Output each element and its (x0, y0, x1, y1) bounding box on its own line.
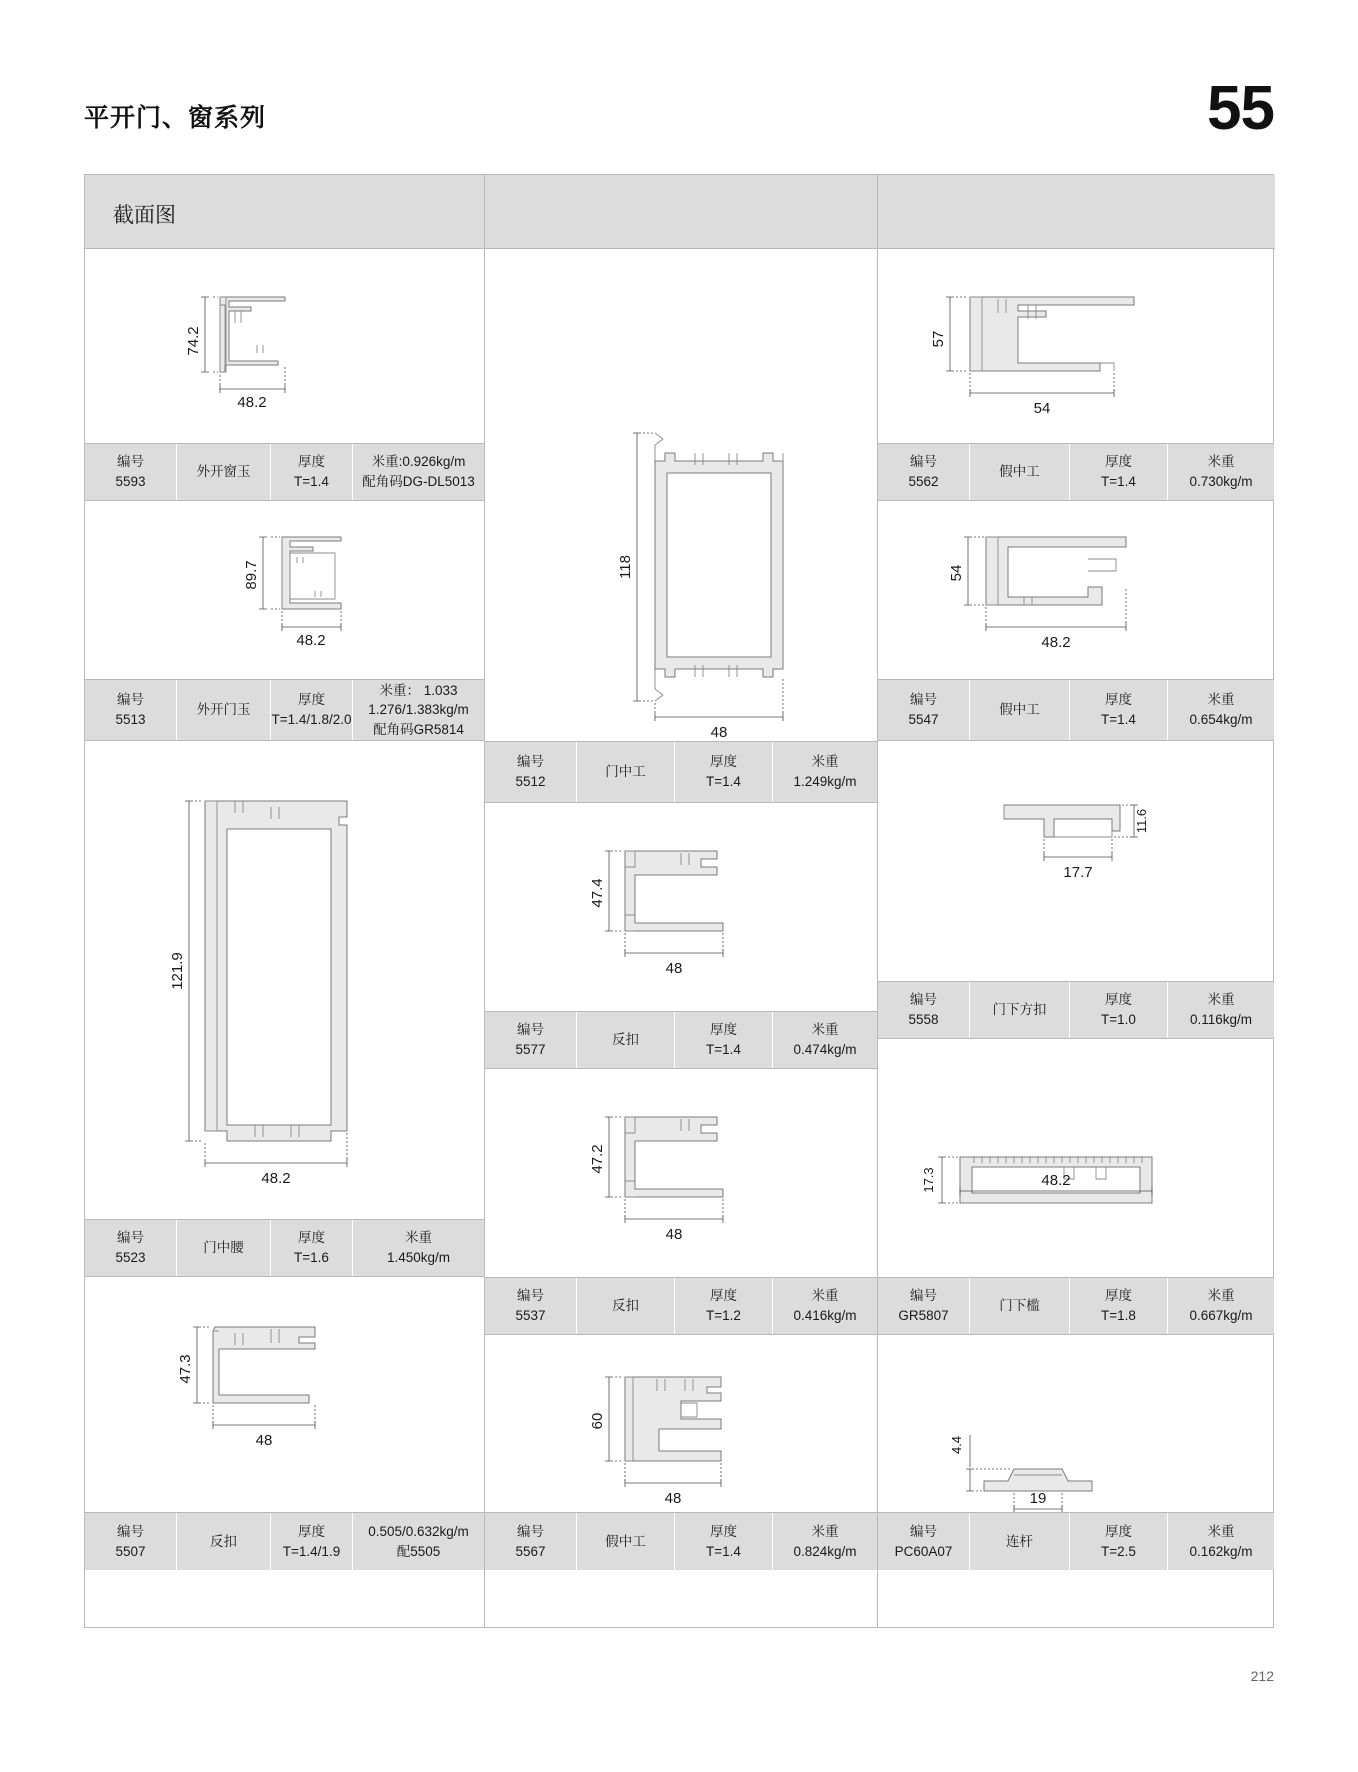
spec-weight-value: 1.249kg/m (793, 774, 857, 789)
cross-section-5577 (485, 803, 877, 1011)
spec-code-label: 编号 (117, 692, 144, 708)
section-band-1 (85, 175, 484, 249)
spec-code-value: GR5807 (898, 1308, 949, 1323)
spec-thickness-value: T=1.4/1.8/2.0 (271, 712, 352, 727)
spec-thickness-cell (271, 680, 353, 740)
spec-weight-value: 0.667kg/m (1189, 1308, 1253, 1323)
table-column-1 (85, 175, 485, 1627)
spec-code-value: 5537 (515, 1308, 546, 1323)
spec-code-cell (878, 444, 970, 500)
dim-width-5507: 48 (255, 1432, 273, 1449)
spec-weight-cell (1168, 1278, 1274, 1334)
profile-drawing-5537 (485, 1069, 877, 1277)
spec-name-value: 连杆 (1006, 1533, 1033, 1549)
cross-section-5593 (85, 249, 484, 443)
page-number: 212 (1250, 1668, 1274, 1684)
spec-thickness-cell (675, 1513, 773, 1570)
dim-width-PC60A07: 19 (1029, 1490, 1047, 1507)
spec-thickness-value: T=1.4 (1101, 474, 1136, 489)
spec-name-value: 门下槛 (999, 1298, 1040, 1314)
spec-weight-cell (1168, 1513, 1274, 1570)
dim-height-PC60A07: 4.4 (949, 1435, 964, 1455)
spec-thickness-cell (675, 1278, 773, 1334)
spec-weight-value: 0.730kg/m (1189, 474, 1253, 489)
spec-code-value: 5512 (515, 774, 546, 789)
spec-code-cell (485, 1012, 577, 1068)
table-column-2 (485, 175, 878, 1627)
spec-weight-label: 米重 (811, 1288, 839, 1304)
spec-thickness-cell (271, 1513, 353, 1570)
spec-name-value: 假中工 (605, 1533, 646, 1549)
spec-weight-cell (353, 680, 484, 740)
spec-thickness-label: 厚度 (298, 1523, 325, 1539)
dim-width-5523: 48.2 (261, 1170, 291, 1187)
dim-width-GR5807: 48.2 (1041, 1172, 1071, 1189)
spec-code-value: 5558 (908, 1012, 939, 1027)
dim-height-5562: 57 (930, 330, 947, 348)
spec-weight-line2: 1.276/1.383kg/m (368, 702, 469, 718)
cross-section-5523 (85, 741, 484, 1219)
spec-name-value: 假中工 (999, 702, 1040, 718)
spec-name-value: 反扣 (210, 1533, 237, 1549)
dim-width-5567: 48 (664, 1490, 682, 1507)
dim-width-5513: 48.2 (296, 632, 326, 649)
spec-weight-cell (353, 1513, 484, 1570)
spec-name-cell (177, 680, 271, 740)
cross-section-GR5807 (878, 1039, 1274, 1277)
spec-code-label: 编号 (910, 1288, 937, 1304)
profile-drawing-5523 (85, 741, 484, 1219)
dim-width-5512: 48 (710, 724, 728, 741)
spec-thickness-label: 厚度 (298, 692, 325, 708)
spec-name-value: 门中腰 (203, 1240, 244, 1256)
spec-name-value: 外开门玉 (196, 702, 251, 718)
section-band-2 (485, 175, 877, 249)
spec-thickness-label: 厚度 (710, 1288, 737, 1304)
spec-thickness-label: 厚度 (298, 454, 325, 470)
spec-row-5577 (485, 1011, 877, 1069)
table-column-3 (878, 175, 1275, 1627)
spec-code-cell (878, 982, 970, 1038)
spec-name-cell (577, 1513, 675, 1570)
spec-thickness-cell (1070, 444, 1168, 500)
spec-code-value: 5523 (115, 1250, 146, 1265)
spec-code-label: 编号 (517, 754, 544, 770)
spec-code-label: 编号 (117, 1523, 144, 1539)
dim-width-5558: 17.7 (1063, 864, 1093, 881)
series-number: 55 (1207, 74, 1274, 143)
spec-weight-cell (1168, 982, 1274, 1038)
spec-code-value: 5593 (115, 474, 146, 489)
cross-section-5562 (878, 249, 1274, 443)
spec-weight-label: 米重 (811, 1523, 839, 1539)
spec-code-label: 编号 (910, 1523, 937, 1539)
cross-section-5537 (485, 1069, 877, 1277)
spec-code-value: 5567 (515, 1543, 546, 1559)
spec-code-cell (85, 1513, 177, 1570)
spec-code-label: 编号 (517, 1022, 544, 1038)
spec-thickness-value: T=1.0 (1101, 1012, 1136, 1027)
spec-code-cell (85, 680, 177, 740)
spec-code-value: 5562 (908, 474, 939, 489)
spec-code-cell (485, 742, 577, 802)
section-band-3 (878, 175, 1275, 249)
spec-thickness-label: 厚度 (1105, 1288, 1132, 1304)
spec-thickness-cell (271, 444, 353, 500)
spec-name-cell (177, 1220, 271, 1276)
dim-height-5558: 11.6 (1134, 808, 1149, 834)
spec-row-PC60A07 (878, 1512, 1274, 1570)
spec-thickness-label: 厚度 (1105, 692, 1132, 708)
profile-drawing-5513 (85, 501, 484, 679)
dim-height-5567: 60 (589, 1412, 606, 1430)
spec-thickness-value: T=1.2 (706, 1308, 741, 1323)
spec-code-cell (85, 1220, 177, 1276)
spec-weight-label: 米重 (405, 1230, 432, 1246)
spec-weight-value: 0.116kg/m (1189, 1012, 1253, 1027)
spec-row-5523 (85, 1219, 484, 1277)
spec-name-cell (577, 1012, 675, 1068)
spec-row-5593 (85, 443, 484, 501)
spec-weight-cell (773, 1513, 877, 1570)
spec-code-label: 编号 (517, 1288, 544, 1304)
spec-weight-cell (773, 1278, 877, 1334)
spec-weight-value: 0.162kg/m (1189, 1543, 1253, 1559)
spec-code-value: 5577 (515, 1042, 546, 1057)
cross-section-5507 (85, 1277, 484, 1512)
dim-height-5577: 47.4 (589, 878, 606, 908)
spec-name-value: 门下方扣 (992, 1002, 1047, 1018)
spec-thickness-label: 厚度 (710, 754, 737, 770)
profile-drawing-5507 (85, 1277, 484, 1512)
spec-name-cell (970, 444, 1070, 500)
spec-row-5513 (85, 679, 484, 741)
spec-weight-label: 米重 (1207, 1523, 1235, 1539)
spec-weight-cell (353, 444, 484, 500)
spec-name-value: 外开窗玉 (196, 464, 251, 480)
spec-name-cell (177, 1513, 271, 1570)
spec-thickness-value: T=1.4 (294, 474, 329, 489)
profile-drawing-5558 (878, 741, 1274, 981)
cross-section-5512 (485, 249, 877, 741)
profile-drawing-5562 (878, 249, 1274, 443)
cross-section-5547 (878, 501, 1274, 679)
spec-weight-label: 米重 (1207, 1288, 1235, 1304)
spec-thickness-value: T=1.4 (1101, 712, 1136, 727)
profile-drawing-GR5807 (878, 1039, 1274, 1277)
spec-weight-value: 0.474kg/m (793, 1042, 857, 1057)
dim-width-5537: 48 (665, 1226, 683, 1243)
spec-weight-label: 米重 (1207, 992, 1235, 1008)
spec-code-value: 5513 (115, 712, 146, 727)
spec-thickness-value: T=1.8 (1101, 1308, 1136, 1323)
spec-thickness-label: 厚度 (710, 1523, 737, 1539)
spec-weight-label: 米重 (1207, 454, 1235, 470)
band-label: 截面图 (113, 204, 176, 227)
spec-code-value: 5547 (908, 712, 939, 727)
spec-weight-value: 0.654kg/m (1189, 712, 1253, 727)
page-header (84, 74, 1274, 146)
spec-name-value: 假中工 (999, 464, 1040, 480)
spec-thickness-cell (1070, 1278, 1168, 1334)
spec-thickness-value: T=1.4 (706, 774, 741, 789)
spec-row-GR5807 (878, 1277, 1274, 1335)
dim-height-5537: 47.2 (589, 1144, 606, 1174)
spec-weight-cell (353, 1220, 484, 1276)
dim-height-5513: 89.7 (243, 560, 260, 590)
dim-width-5577: 48 (665, 960, 683, 977)
spec-row-5562 (878, 443, 1274, 501)
spec-weight-line1: 米重:0.926kg/m (371, 454, 466, 470)
spec-name-value: 反扣 (612, 1298, 639, 1314)
spec-code-value: 5507 (115, 1543, 146, 1559)
spec-weight-line2: 配角码DG-DL5013 (362, 474, 475, 489)
spec-weight-value: 0.416kg/m (793, 1308, 857, 1323)
spec-name-cell (970, 1278, 1070, 1334)
dim-height-5523: 121.9 (169, 952, 186, 990)
spec-name-value: 反扣 (612, 1032, 639, 1048)
spec-code-label: 编号 (910, 992, 937, 1008)
profile-table (84, 174, 1274, 1628)
spec-thickness-cell (1070, 1513, 1168, 1570)
spec-code-label: 编号 (910, 692, 937, 708)
spec-name-cell (970, 680, 1070, 740)
spec-thickness-value: T=1.4 (706, 1042, 741, 1057)
spec-weight-line1: 米重： 1.033 (379, 682, 458, 698)
dim-width-5547: 48.2 (1041, 634, 1071, 651)
spec-thickness-label: 厚度 (710, 1022, 737, 1038)
spec-weight-value: 0.824kg/m (793, 1543, 857, 1559)
spec-row-5567 (485, 1512, 877, 1570)
spec-thickness-label: 厚度 (1105, 1523, 1132, 1539)
spec-code-label: 编号 (910, 454, 937, 470)
spec-row-5512 (485, 741, 877, 803)
page-title: 平开门、窗系列 (84, 104, 267, 132)
spec-thickness-value: T=2.5 (1101, 1543, 1136, 1559)
spec-weight-value: 1.450kg/m (386, 1250, 451, 1265)
spec-weight-label: 米重 (1207, 692, 1235, 708)
dim-height-5512: 118 (617, 555, 634, 579)
spec-row-5537 (485, 1277, 877, 1335)
spec-code-cell (878, 1513, 970, 1570)
spec-code-label: 编号 (117, 454, 144, 470)
spec-thickness-label: 厚度 (1105, 454, 1132, 470)
spec-name-cell (177, 444, 271, 500)
spec-thickness-cell (675, 1012, 773, 1068)
spec-name-cell (970, 982, 1070, 1038)
spec-weight-cell (773, 742, 877, 802)
profile-drawing-5547 (878, 501, 1274, 679)
cross-section-5513 (85, 501, 484, 679)
spec-code-cell (485, 1513, 577, 1570)
spec-thickness-cell (1070, 982, 1168, 1038)
profile-drawing-5512 (485, 249, 877, 741)
spec-code-label: 编号 (117, 1230, 144, 1246)
spec-code-cell (878, 1278, 970, 1334)
spec-thickness-cell (1070, 680, 1168, 740)
spec-row-5547 (878, 679, 1274, 741)
spec-weight-cell (773, 1012, 877, 1068)
spec-thickness-label: 厚度 (298, 1230, 325, 1246)
spec-weight-cell (1168, 444, 1274, 500)
spec-name-cell (577, 1278, 675, 1334)
spec-code-cell (878, 680, 970, 740)
cross-section-5558 (878, 741, 1274, 981)
spec-thickness-value: T=1.4/1.9 (282, 1543, 341, 1559)
spec-weight-label: 米重 (811, 1022, 839, 1038)
spec-thickness-cell (271, 1220, 353, 1276)
spec-thickness-value: T=1.4 (706, 1543, 741, 1559)
dim-height-5547: 54 (948, 564, 965, 582)
spec-thickness-label: 厚度 (1105, 992, 1132, 1008)
dim-height-5507: 47.3 (177, 1354, 194, 1384)
profile-drawing-5593 (85, 249, 484, 443)
spec-weight-label: 米重 (811, 754, 839, 770)
spec-name-cell (970, 1513, 1070, 1570)
spec-weight-cell (1168, 680, 1274, 740)
spec-thickness-value: T=1.6 (294, 1250, 329, 1265)
spec-weight-line2: 配5505 (396, 1543, 441, 1559)
spec-name-cell (577, 742, 675, 802)
spec-code-cell (485, 1278, 577, 1334)
spec-code-cell (85, 444, 177, 500)
spec-code-value: PC60A07 (894, 1543, 953, 1559)
dim-width-5593: 48.2 (237, 394, 267, 411)
dim-height-GR5807: 17.3 (921, 1167, 936, 1193)
dim-width-5562: 54 (1033, 400, 1051, 417)
spec-code-label: 编号 (517, 1523, 544, 1539)
spec-thickness-cell (675, 742, 773, 802)
spec-row-5507 (85, 1512, 484, 1570)
spec-weight-line1: 0.505/0.632kg/m (368, 1523, 469, 1539)
spec-weight-line3: 配角码GR5814 (373, 721, 464, 737)
spec-name-value: 门中工 (605, 764, 646, 780)
dim-height-5593: 74.2 (185, 326, 202, 356)
spec-row-5558 (878, 981, 1274, 1039)
profile-drawing-5577 (485, 803, 877, 1011)
